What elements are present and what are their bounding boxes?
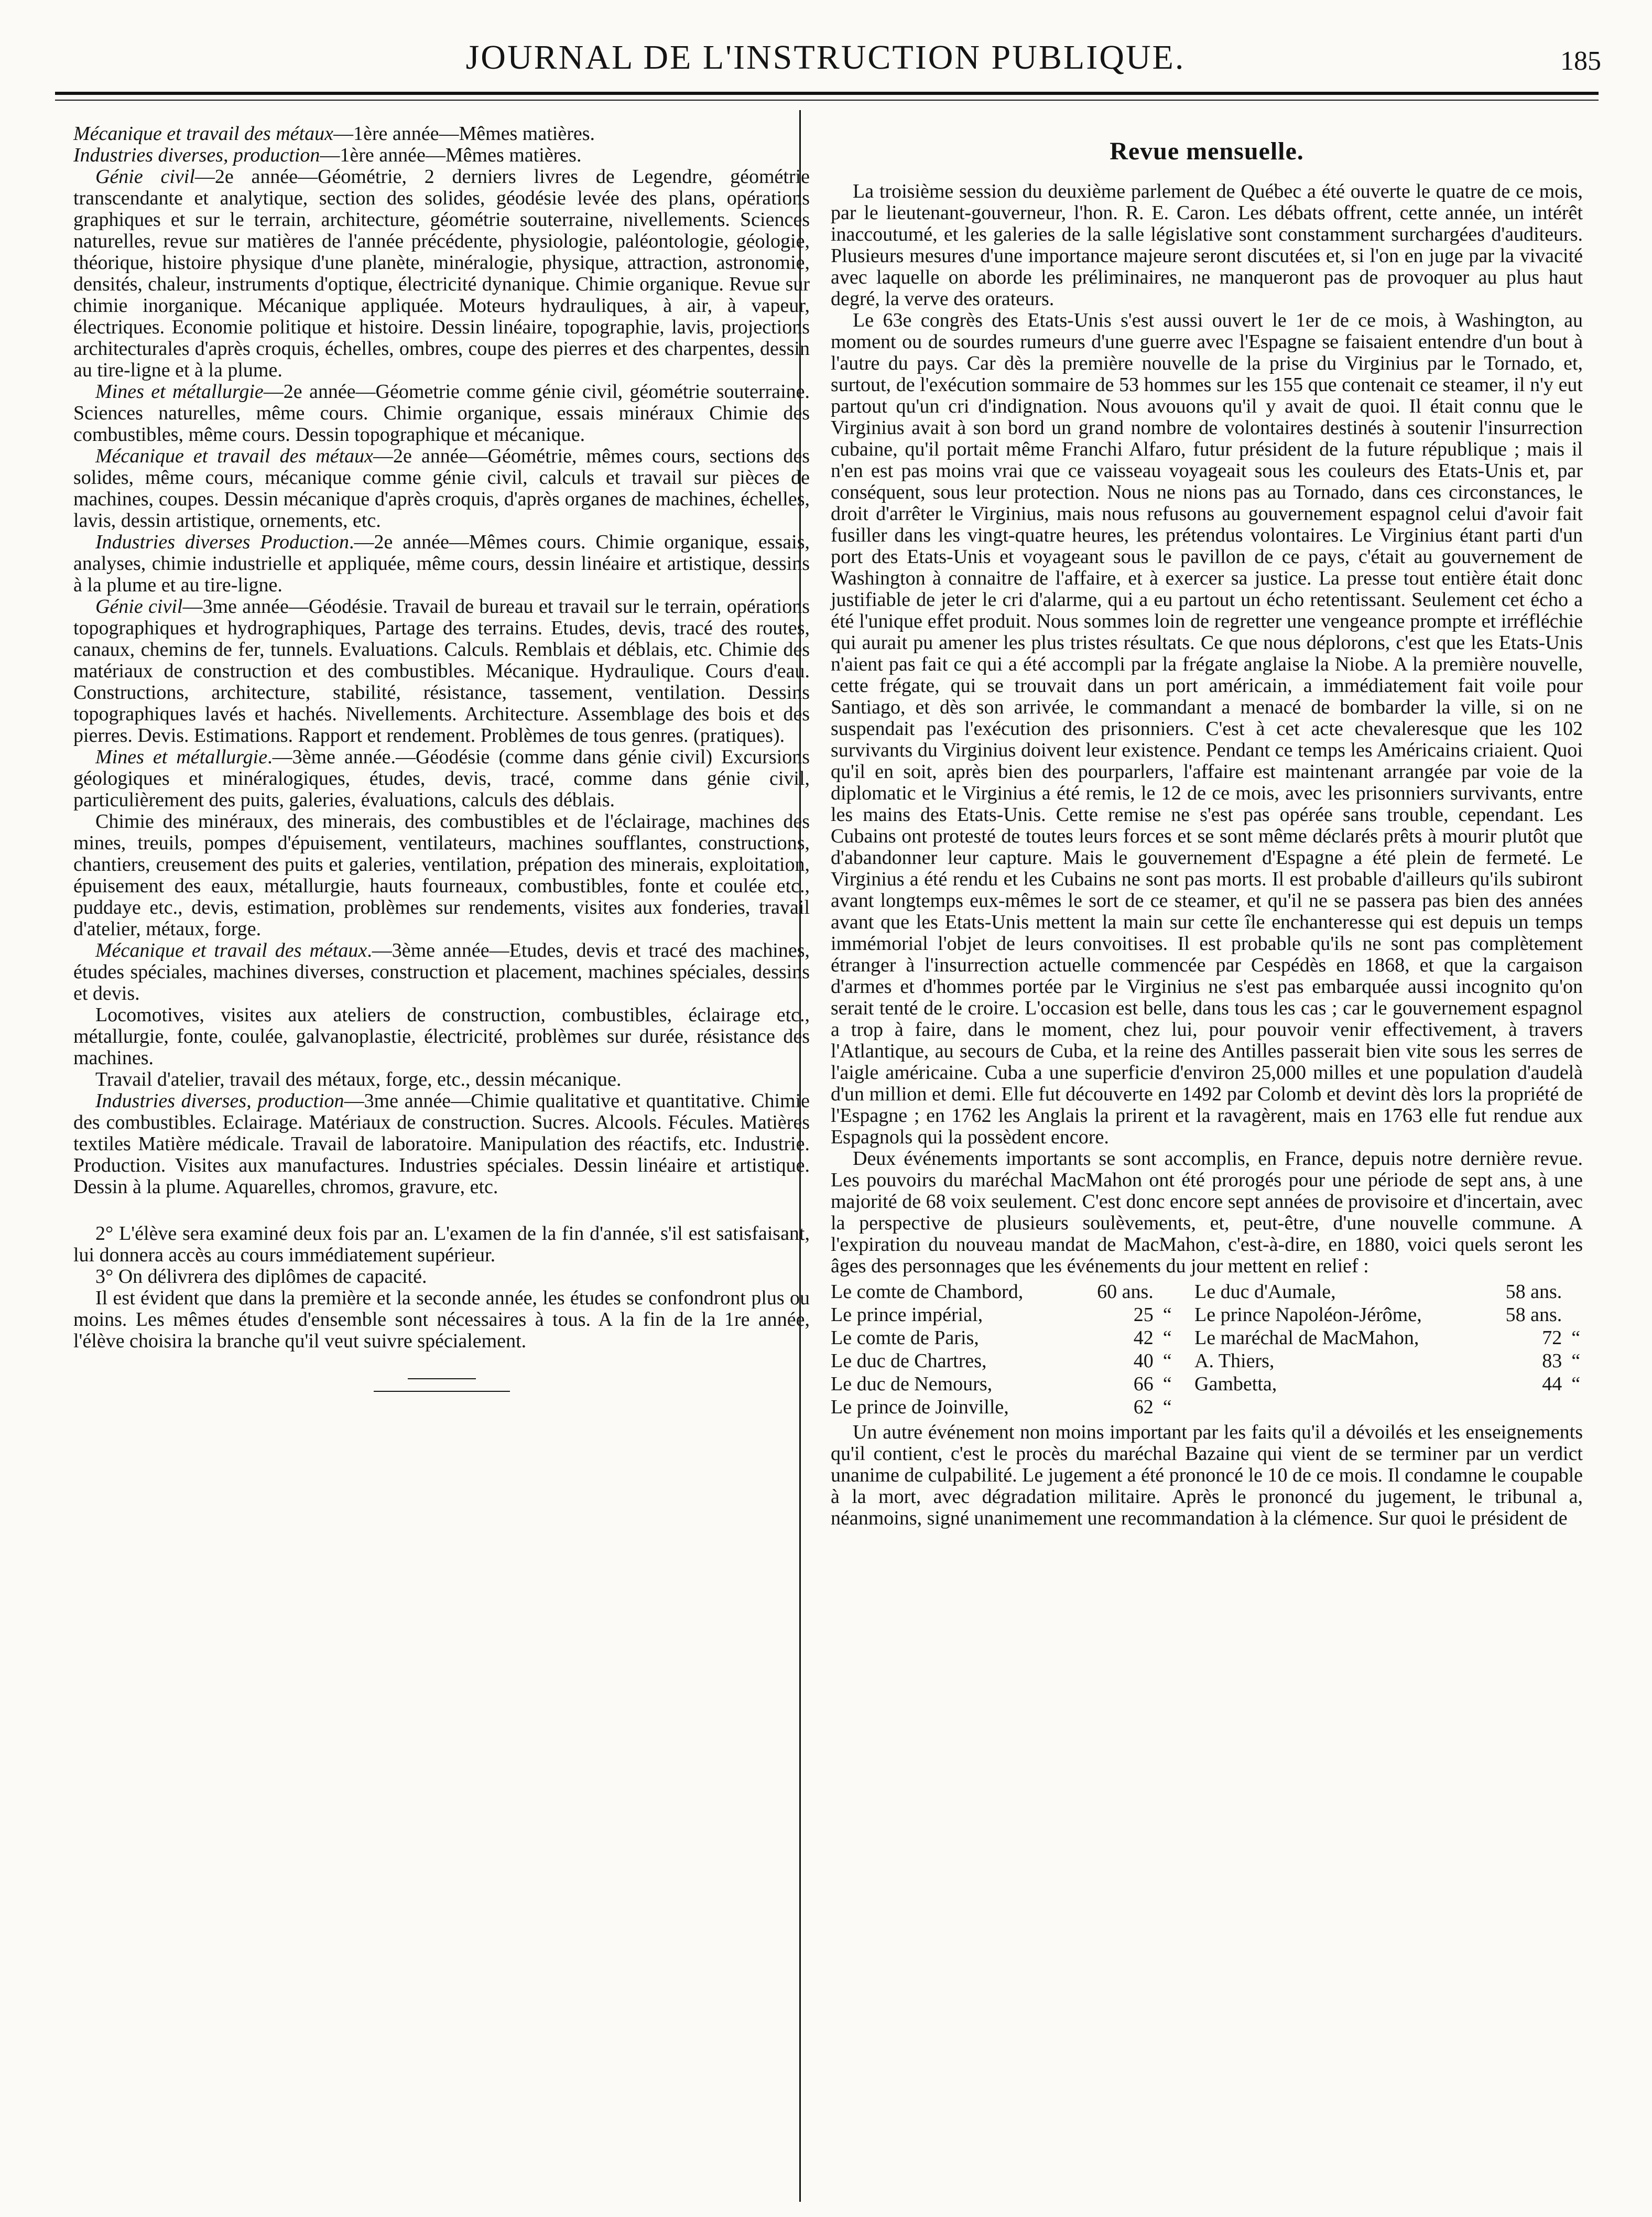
left-closing-paragraph: 2° L'élève sera examiné deux fois par an. L'examen de la fin d'année, s'il est satisfaisant, lui donnera accès au cours immédiatement supérieur.	[73, 1223, 810, 1266]
page-header	[50, 31, 1601, 89]
table-cell-name1: Le prince impérial,	[831, 1304, 983, 1326]
left-closing-paragraph: Il est évident que dans la première et la seconde année, les études se confondront plus ou moins. Les mêmes études d'ensemble sont nécessaires à tous. A la fin de la 1re année, l'élève choisira la branche qu'il veut suivre spécialement.	[73, 1287, 810, 1352]
table-cell-q1: “	[1162, 1327, 1172, 1349]
table-cell-name1: Le prince de Joinville,	[831, 1396, 1009, 1418]
table-cell-q1: “	[1162, 1350, 1172, 1372]
table-cell-q1: “	[1162, 1396, 1172, 1418]
left-paragraph: Industries diverses, production—3me année—Chimie qualitative et quantitative. Chimie des combustibles. Eclairage. Matériaux de construction. Sucres. Alcools. Fécules. Matières textiles Matière médicale. Travail de laboratoire. Manipulation des réactifs, etc. Industrie. Production. Visites aux manufactures. Industries spéciales. Dessin linéaire et artistique. Dessin à la plume. Aquarelles, chromos, gravure, etc.	[73, 1090, 810, 1198]
header-rule-thick	[55, 92, 1599, 95]
header-rule-thin	[55, 100, 1599, 101]
table-cell-age2: 44	[1542, 1373, 1562, 1395]
left-paragraph: Industries diverses, production—1ère année—Mêmes matières.	[73, 144, 582, 166]
right-paragraph: La troisième session du deuxième parlement de Québec a été ouverte le quatre de ce mois, par le lieutenant-gouverneur, l'hon. R. E. Caron. Les débats offrent, cette année, un intérêt inaccoutumé, et les galeries de la salle législative sont constamment surchargées d'auditeurs. Plusieurs mesures d'une importance majeure seront discutées et, si l'on en juge par la vivacité avec laquelle on aborde les préliminaires, ne manqueront pas de provoquer au plus haut degré, la verve des orateurs.	[831, 180, 1583, 310]
left-paragraph: Mécanique et travail des métaux.—3ème année—Etudes, devis et tracé des machines, études spéciales, machines diverses, construction et placement, machines spéciales, dessins et devis.	[73, 939, 810, 1004]
table-cell-name2: Le duc d'Aumale,	[1194, 1281, 1336, 1303]
table-cell-name2: Le prince Napoléon-Jérôme,	[1194, 1304, 1422, 1326]
left-closing-paragraph: 3° On délivrera des diplômes de capacité.	[95, 1266, 427, 1288]
left-paragraph: Génie civil—3me année—Géodésie. Travail de bureau et travail sur le terrain, opérations topographiques et hydrographiques, Partage des terrains. Etudes, devis, tracé des routes, canaux, chemins de fer, tunnels. Evaluations. Calculs. Remblais et déblais, etc. Chimie des matériaux de construction et des combustibles. Mécanique. Hydraulique. Cours d'eau. Constructions, architecture, stabilité, résistance, tassement, ventilation. Dessins topographiques lavés et hachés. Nivellements. Architecture. Assemblage des bois et des pierres. Devis. Estimations. Rapport et rendement. Problèmes de tous genres. (pratiques).	[73, 596, 810, 747]
table-cell-q2	[1571, 1303, 1583, 1326]
left-paragraph: Mines et métallurgie—2e année—Géometrie comme génie civil, géométrie souterraine. Sciences naturelles, même cours. Chimie organique, essais minéraux Chimie des combustibles, même cours. Dessin topographique et mécanique.	[73, 381, 810, 446]
page-number: 185	[1560, 46, 1601, 76]
table-cell-age2: 83	[1542, 1350, 1562, 1372]
table-cell-age1: 42	[1133, 1327, 1154, 1349]
table-cell-name2	[1194, 1396, 1487, 1419]
table-cell-age2	[1487, 1396, 1572, 1419]
table-cell-q2	[1571, 1280, 1583, 1303]
table-cell-q2: “	[1571, 1350, 1581, 1372]
table-cell-age2: 58 ans.	[1505, 1281, 1562, 1303]
table-cell-name2: Le maréchal de MacMahon,	[1194, 1327, 1419, 1349]
table-row	[831, 1349, 1583, 1372]
left-paragraph: Mécanique et travail des métaux—2e année—Géométrie, mêmes cours, sections des solides, même cours, mécanique comme génie civil, calculs et travail sur pièces de machines, coupes. Dessin mécanique d'après croquis, d'après organes de machines, échelles, lavis, dessin artistique, ornements, etc.	[73, 445, 810, 532]
table-cell-name2: Gambetta,	[1194, 1373, 1277, 1395]
table-cell-age2: 72	[1542, 1327, 1562, 1349]
table-cell-age1: 40	[1133, 1350, 1154, 1372]
table-cell-q1: “	[1162, 1304, 1172, 1326]
table-cell-q2: “	[1571, 1373, 1581, 1395]
table-cell-age1: 60 ans.	[1097, 1281, 1154, 1303]
table-cell-q2	[1571, 1396, 1583, 1419]
left-paragraph: Génie civil—2e année—Géométrie, 2 derniers livres de Legendre, géométrie transcendante et analytique, section des solides, géodésie levée des plans, opérations graphiques et sur le terrain, architecture, géométrie souterraine, nivellements. Sciences naturelles, revue sur matières de l'année précédente, physiologie, paléontologie, géologie, théorique, histoire physique d'une planète, minéralogie, physique, attraction, astronomie, densités, chaleur, instruments d'optique, électricité dynanique. Chimie organique. Revue sur chimie inorganique. Mécanique appliquée. Moteurs hydrauliques, à air, à vapeur, électriques. Economie politique et histoire. Dessin linéaire, topographie, lavis, projections architecturales d'après croquis, échelles, ombres, coupe des pierres et des charpentes, dessin au tire-ligne et à la plume.	[73, 166, 810, 381]
left-paragraph: Mécanique et travail des métaux—1ère année—Mêmes matières.	[73, 123, 595, 145]
left-paragraph: Industries diverses Production.—2e année—Mêmes cours. Chimie organique, essais, analyses, chimie industrielle et appliquée, même cours, dessin linéaire et artistique, dessins à la plume et au tire-ligne.	[73, 531, 810, 596]
table-row	[831, 1280, 1583, 1303]
table-cell-age2: 58 ans.	[1505, 1304, 1562, 1326]
end-rule	[408, 1378, 476, 1379]
right-paragraph: Un autre événement non moins important par les faits qu'il a dévoilés et les enseignements qu'il contient, c'est le procès du maréchal Bazaine qui vient de se terminer par un verdict unanime de culpabilité. Le jugement a été prononcé le 10 de ce mois. Il condamne le coupable à la mort, avec dégradation militaire. Après le prononcé du jugement, le tribunal a, néanmoins, signé unanimement une recommandation à la clémence. Sur quoi le président de	[831, 1421, 1583, 1529]
right-paragraph: Deux événements importants se sont accomplis, en France, depuis notre dernière revue. Les pouvoirs du maréchal MacMahon ont été prorogés pour une période de sept ans, à une majorité de 68 voix seulement. C'est donc encore sept années de provisoire et d'incertain, avec la perspective de plusieurs soulèvements, et, peut-être, d'une nouvelle commune. A l'expiration du nouveau mandat de MacMahon, c'est-à-dire, en 1880, voici quels seront les âges des personnages que les événements du jour mettent en relief :	[831, 1148, 1583, 1277]
left-paragraph: Locomotives, visites aux ateliers de construction, combustibles, éclairage etc., métallurgie, fonte, coulée, galvanoplastie, électricité, problèmes sur durée, résistance des machines.	[73, 1004, 810, 1069]
table-cell-name1: Le duc de Nemours,	[831, 1373, 993, 1395]
left-column	[73, 123, 810, 1392]
table-row	[831, 1303, 1583, 1326]
end-rule	[374, 1391, 510, 1392]
left-paragraph: Travail d'atelier, travail des métaux, forge, etc., dessin mécanique.	[95, 1068, 622, 1090]
ages-table	[831, 1280, 1583, 1419]
table-cell-q2: “	[1571, 1327, 1581, 1349]
table-cell-age1: 66	[1133, 1373, 1154, 1395]
table-cell-name1: Le duc de Chartres,	[831, 1350, 987, 1372]
section-title: Revue mensuelle.	[1110, 137, 1304, 165]
table-row	[831, 1396, 1583, 1419]
table-cell-age1: 25	[1133, 1304, 1154, 1326]
left-paragraph: Chimie des minéraux, des minerais, des combustibles et de l'éclairage, machines des mines, treuils, pompes d'épuisement, ventilateurs, machines soufflantes, constructions, chantiers, creusement des puits et galeries, ventilation, prépation des minerais, exploitation, épuisement des eaux, métallurgie, hauts fourneaux, combustibles, fonte et coulée etc., puddaye etc., devis, estimation, problèmes sur rendements, visites aux fonderies, travail d'atelier, métaux, forge.	[73, 810, 810, 940]
right-paragraph: Le 63e congrès des Etats-Unis s'est aussi ouvert le 1er de ce mois, à Washington, au moment ou de sourdes rumeurs d'une guerre avec l'Espagne se faisaient entendre d'un bout à l'autre du pays. Car dès la première nouvelle de la prise du Virginius par le Tornado, et, surtout, de l'exécution sommaire de 53 hommes sur les 155 que contenait ce steamer, il n'y eut partout qu'un cri d'indignation. Nous avouons qu'il y avait de quoi. Il était connu que le Virginius avait à son bord un grand nombre de volontaires destinés à soutenir l'insurrection cubaine, qu'il portait même Franchi Alfaro, futur président de la future république ; mais il n'en est pas moins vrai que ce vaisseau voyageait sous les couleurs des Etats-Unis et, par conséquent, sous leur protection. Nous ne nions pas au Tornado, dans ces circonstances, le droit d'arrêter le Virginius, mais nous refusons au gouvernement espagnol celui d'avoir fait fusiller dans les vingt-quatre heures, les prétendus volontaires. Le Virginius étant parti d'un port des Etats-Unis et voyageant sous le pavillon de ce pays, c'était au gouvernement de Washington à connaitre de l'affaire, et à exercer sa justice. La presse tout entière était donc justifiable de jeter le cri d'alarme, qui a eu partout un écho retentissant. Seulement cet écho a été l'unique effet produit. Nous sommes loin de regretter une vengeance prompte et irréfléchie qui aurait pu amener les plus tristes résultats. Ce que nous déplorons, c'est que les Etats-Unis n'aient pas fait ce qui a été accompli par la frégate anglaise la Niobe. A la première nouvelle, cette frégate, qui se trouvait dans un port américain, a immédiatement fait voile pour Santiago, et dès son arrivée, le commandant a menacé de bombarder la ville, si on ne suspendait pas l'exécution des prisonniers. C'est à cet acte chevaleresque que les 102 survivants du Virginius doivent leur existence. Pendant ce temps les Américains criaient. Quoi qu'il en soit, après bien des pourparlers, l'affaire est maintenant arrangée par voie de la diplomatic et le Virginius a été remis, le 12 de ce mois, avec les prisonniers survivants, entre les mains des Etats-Unis. Cette remise ne s'est pas opérée sans trouble, cependant. Les Cubains ont protesté de toutes leurs forces et se sont même déclarés prêts à mourir plutôt que d'abandonner leur capture. Mais le gouvernement d'Espagne a été plein de fermeté. Le Virginius a été rendu et les Cubains ne sont pas morts. Il est probable d'ailleurs qu'ils subiront avant longtemps eux-mêmes le sort de ce steamer, et qu'il ne se passera pas bien des années avant que les Etats-Unis mettent la main sur cette île enchanteresse qui est depuis un temps immémorial l'objet de leurs convoitises. Il est probable qu'ils ne sont pas complètement étranger à l'insurrection actuelle commencée par Cespédès en 1868, et que la cargaison d'armes et d'hommes portée par le Virginius ne s'est pas embarquée aussi incognito qu'on serait tenté de le croire. L'occasion est belle, dans tous les cas ; car le gouvernement espagnol a trop à faire, dans le moment, chez lui, pour pouvoir venir effectivement, à travers l'Atlantique, au secours de Cuba, et la reine des Antilles passerait bien vite sous les serres de l'aigle américaine. Cuba a une superficie d'environ 25,000 milles et une population d'audelà d'un million et demi. Elle fut découverte en 1492 par Colomb et devint dès lors la propriété de l'Espagne ; en 1762 les Anglais la prirent et la ravagèrent, mais en 1763 elle fut rendue aux Espagnols qui la possèdent encore.	[831, 309, 1583, 1148]
table-cell-q1: “	[1162, 1373, 1172, 1395]
table-cell-age1: 62	[1133, 1396, 1154, 1418]
table-cell-name2: A. Thiers,	[1194, 1350, 1275, 1372]
left-paragraph: Mines et métallurgie.—3ème année.—Géodésie (comme dans génie civil) Excursions géologiques et minéralogiques, études, devis, tracé, comme dans génie civil, particulièrement des puits, galeries, évaluations, calculs des déblais.	[73, 746, 810, 811]
right-column	[831, 123, 1583, 1529]
journal-title: JOURNAL DE L'INSTRUCTION PUBLIQUE.	[465, 38, 1186, 77]
table-row	[831, 1372, 1583, 1396]
table-cell-name1: Le comte de Paris,	[831, 1327, 979, 1349]
table-cell-name1: Le comte de Chambord,	[831, 1281, 1024, 1303]
table-row	[831, 1326, 1583, 1349]
table-cell-q1	[1163, 1280, 1194, 1303]
